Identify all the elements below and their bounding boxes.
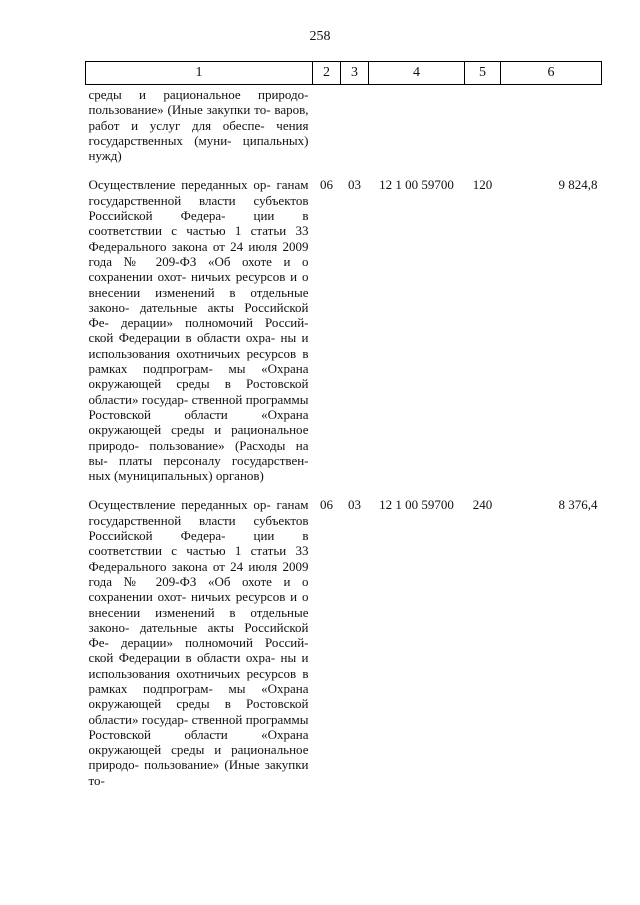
- description-line: среды и рациональное природо-: [88, 422, 309, 453]
- row-target-article: 12 1 00 59700: [379, 177, 454, 193]
- description-line: дерации» полномочий Россий-: [120, 315, 309, 331]
- description-line: «Об охоте и о сохранении охот-: [88, 573, 309, 605]
- row-target-article: 12 1 00 59700: [379, 497, 454, 513]
- description-line: варов, работ и услуг для обеспе-: [88, 102, 309, 133]
- row-target-article: [369, 85, 465, 178]
- header-col-3: 3: [341, 62, 369, 85]
- description-line: мы «Охрана окружающей среды: [88, 680, 309, 712]
- description-line: дерации» полномочий Россий-: [120, 635, 309, 651]
- description-line: в Ростовской области» государ-: [88, 696, 309, 727]
- row-description: [86, 497, 313, 802]
- row-description: [86, 177, 313, 497]
- row-expense-type: [465, 85, 501, 178]
- description-line: пользование» (Иные закупки то-: [88, 757, 309, 788]
- description-line: изменений в отдельные законо-: [88, 604, 309, 635]
- row-subsection: [341, 85, 369, 178]
- row-expense-type: 240: [472, 497, 493, 513]
- description-line: ции в соответствии с частью 1: [88, 528, 309, 559]
- header-col-5: 5: [465, 62, 501, 85]
- description-line: в Ростовской области» государ-: [88, 376, 309, 407]
- header-col-6: 6: [501, 62, 602, 85]
- description-line: ничьих ресурсов и о внесении: [88, 269, 309, 300]
- description-line: дательные акты Российской Фе-: [88, 619, 309, 651]
- header-col-1: 1: [86, 62, 313, 85]
- table-row: [86, 85, 602, 178]
- description-line: «Об охоте и о сохранении охот-: [88, 253, 309, 285]
- description-line: чения государственных (муни-: [88, 117, 309, 148]
- description-line: ганам государственной власти: [88, 497, 309, 528]
- description-line: изменений в отдельные законо-: [88, 284, 309, 315]
- budget-table: [85, 61, 602, 802]
- table-row: [86, 177, 602, 497]
- description-line: ны и использования охотничьих: [88, 650, 309, 681]
- description-line: ции в соответствии с частью 1: [88, 208, 309, 239]
- description-line: Осуществление переданных ор-: [88, 177, 271, 193]
- row-amount: 8 376,4: [558, 497, 598, 513]
- header-col-4: 4: [369, 62, 465, 85]
- row-section: 06: [320, 177, 333, 193]
- description-line: от 24 июля 2009 года № 209-ФЗ: [88, 558, 309, 589]
- description-line: среды и рациональное природо-: [88, 742, 309, 773]
- description-line: ных (муниципальных) органов): [88, 468, 264, 484]
- description-line: от 24 июля 2009 года № 209-ФЗ: [88, 238, 309, 269]
- description-line: ской Федерации в области охра-: [88, 650, 276, 666]
- description-line: субъектов Российской Федера-: [88, 192, 309, 224]
- description-line: дательные акты Российской Фе-: [88, 299, 309, 331]
- description-line: области «Охрана окружающей: [88, 406, 309, 438]
- row-amount: [501, 85, 602, 178]
- description-line: пользование» (Иные закупки то-: [88, 102, 271, 118]
- description-line: области «Охрана окружающей: [88, 726, 309, 758]
- row-description: [86, 85, 313, 178]
- description-line: среды и рациональное природо-: [88, 87, 309, 102]
- description-line: статьи 33 Федерального закона: [88, 543, 309, 574]
- description-line: ственной программы Ростовской: [88, 391, 309, 422]
- description-line: ны и использования охотничьих: [88, 330, 309, 361]
- description-line: пользование» (Расходы на вы-: [88, 437, 309, 468]
- row-section: 06: [320, 497, 333, 513]
- description-line: Осуществление переданных ор-: [88, 497, 271, 513]
- page-number: 258: [309, 29, 331, 44]
- description-line: ничьих ресурсов и о внесении: [88, 589, 309, 620]
- description-line: субъектов Российской Федера-: [88, 512, 309, 544]
- description-line: ципальных) нужд): [88, 132, 309, 164]
- description-line: платы персоналу государствен-: [118, 452, 309, 468]
- row-amount: 9 824,8: [558, 177, 598, 193]
- table-row: [86, 497, 602, 802]
- row-subsection: 03: [348, 497, 361, 513]
- row-section: [313, 85, 341, 178]
- row-expense-type: 120: [472, 177, 493, 193]
- description-line: ресурсов в рамках подпрограм-: [88, 665, 309, 696]
- table-header-row: [86, 62, 602, 85]
- header-col-2: 2: [313, 62, 341, 85]
- description-line: ресурсов в рамках подпрограм-: [88, 345, 309, 377]
- row-subsection: 03: [348, 177, 361, 193]
- description-line: ственной программы Ростовской: [88, 711, 309, 742]
- description-line: мы «Охрана окружающей среды: [88, 361, 309, 392]
- description-line: статьи 33 Федерального закона: [88, 223, 309, 254]
- description-line: ской Федерации в области охра-: [88, 330, 276, 346]
- description-line: ганам государственной власти: [88, 177, 309, 208]
